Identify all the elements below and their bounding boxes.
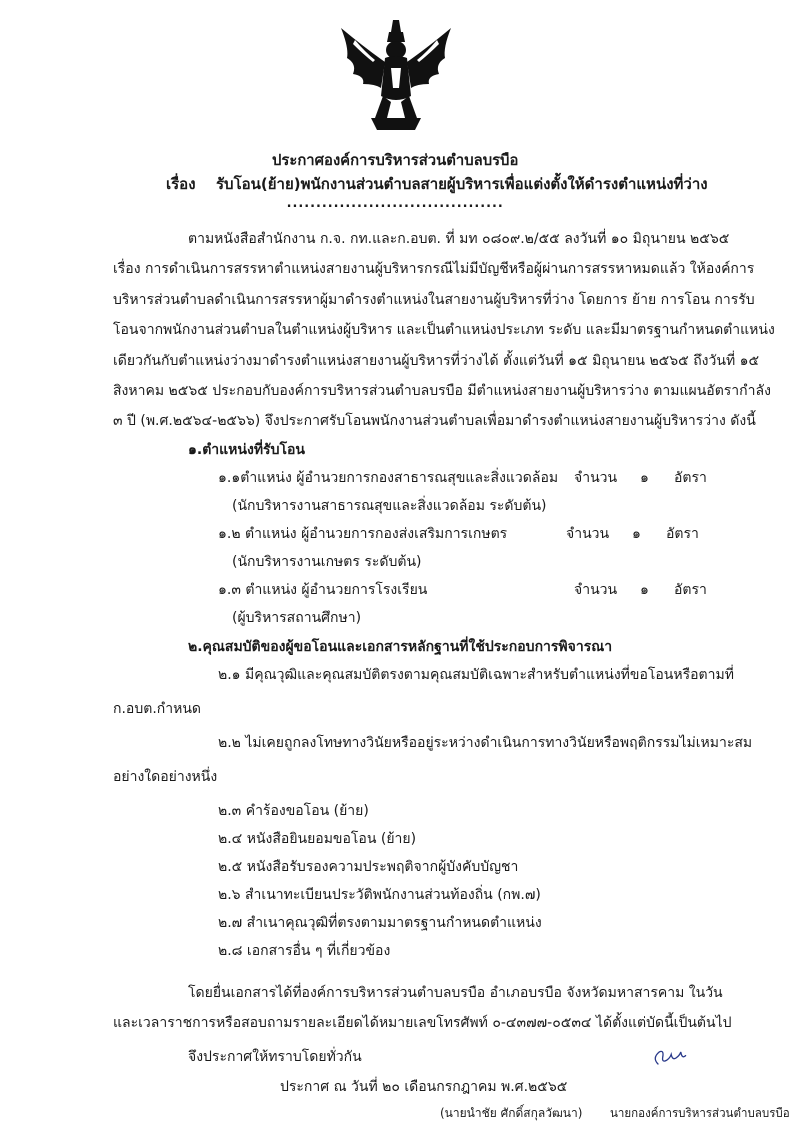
position-1-title: ๑.๑ตำแหน่ง ผู้อำนวยการกองสาธารณสุขและสิ่งแวดล้อม (218, 470, 559, 486)
announce-text: จึงประกาศให้ทราบโดยทั่วกัน (188, 1049, 362, 1065)
document-item-6: ๒.๖ สำเนาทะเบียนประวัติพนักงานส่วนท้องถิ่น (กพ.๗) (218, 887, 541, 903)
position-1-sub: (นักบริหารงานสาธารณสุขและสิ่งแวดล้อม ระดับต้น) (232, 498, 547, 514)
section2-heading: ๒.คุณสมบัติของผู้ขอโอนและเอกสารหลักฐานที่ใช้ประกอบการพิจารณา (188, 639, 613, 655)
intro-line-1: ตามหนังสือสำนักงาน ก.จ. กท.และก.อบต. ที่ มท ๐๘๐๙.๒/๕๕ ลงวันที่ ๑๐ มิถุนายน ๒๕๖๕ (188, 231, 730, 247)
position-1-count: ๑ (640, 470, 649, 486)
position-1-unit: อัตรา (674, 470, 707, 486)
intro-line-3: บริหารส่วนตำบลดำเนินการสรรหาผู้มาดำรงตำแหน่งในสายงานผู้บริหารที่ว่าง โดยการ ย้าย การโอน การรับ (113, 292, 755, 308)
qualification-item-2-cont: อย่างใดอย่างหนึ่ง (113, 769, 218, 785)
signer-position: นายกองค์การบริหารส่วนตำบลบรบือ (610, 1106, 790, 1120)
section1-heading: ๑.ตำแหน่งที่รับโอน (188, 442, 305, 458)
signer-name: (นายนำชัย ศักดิ์สกุลวัฒนา) (440, 1106, 583, 1120)
intro-line-7: ๓ ปี (พ.ศ.๒๕๖๔-๒๕๖๖) จึงประกาศรับโอนพนักงานส่วนตำบลเพื่อมาดำรงตำแหน่งสายงานผู้บริหารว่าง ดังนี้ (113, 413, 756, 429)
position-3-title: ๑.๓ ตำแหน่ง ผู้อำนวยการโรงเรียน (218, 582, 428, 598)
qualification-item-1-cont: ก.อบต.กำหนด (113, 701, 201, 717)
qualification-item-2: ๒.๒ ไม่เคยถูกลงโทษทางวินัยหรืออยู่ระหว่างดำเนินการทางวินัยหรือพฤติกรรมไม่เหมาะสม (218, 735, 753, 751)
closing-line-1: โดยยื่นเอกสารได้ที่องค์การบริหารส่วนตำบลบรบือ อำเภอบรบือ จังหวัดมหาสารคาม ในวัน (188, 985, 723, 1001)
position-2-unit: อัตรา (666, 526, 699, 542)
title-divider: ..................................... (286, 196, 504, 211)
position-3-count-label: จำนวน (574, 582, 618, 598)
position-3-count: ๑ (640, 582, 649, 598)
subject-line (166, 172, 708, 196)
subject-label: เรื่อง (166, 175, 196, 193)
document-item-5: ๒.๕ หนังสือรับรองความประพฤติจากผู้บังคับบัญชา (218, 859, 519, 875)
intro-line-2: เรื่อง การดำเนินการสรรหาตำแหน่งสายงานผู้บริหารกรณีไม่มีบัญชีหรือผู้ผ่านการสรรหาหมดแล้ว ให้องค์การ (113, 261, 755, 277)
document-item-8: ๒.๘ เอกสารอื่น ๆ ที่เกี่ยวข้อง (218, 943, 391, 959)
intro-line-5: เดียวกันกับตำแหน่งว่างมาดำรงตำแหน่งสายงานผู้บริหารที่ว่างได้ ตั้งแต่วันที่ ๑๕ มิถุนายน ๒๕๖๕ ถึงวันที่ ๑๕ (113, 353, 760, 369)
position-3-unit: อัตรา (674, 582, 707, 598)
subject-text: รับโอน(ย้าย)พนักงานส่วนตำบลสายผู้บริหารเพื่อแต่งตั้งให้ดำรงตำแหน่งที่ว่าง (216, 175, 708, 193)
position-2-title: ๑.๒ ตำแหน่ง ผู้อำนวยการกองส่งเสริมการเกษตร (218, 526, 508, 542)
position-2-count-label: จำนวน (566, 526, 610, 542)
position-1-count-label: จำนวน (574, 470, 618, 486)
position-3-sub: (ผู้บริหารสถานศึกษา) (232, 610, 362, 626)
document-item-7: ๒.๗ สำเนาคุณวุฒิที่ตรงตามมาตรฐานกำหนดตำแหน่ง (218, 915, 542, 931)
garuda-emblem-icon (335, 18, 457, 134)
document-item-4: ๒.๔ หนังสือยินยอมขอโอน (ย้าย) (218, 831, 417, 847)
org-title: ประกาศองค์การบริหารส่วนตำบลบรบือ (272, 151, 519, 169)
qualification-item-1: ๒.๑ มีคุณวุฒิและคุณสมบัติตรงตามคุณสมบัติเฉพาะสำหรับตำแหน่งที่ขอโอนหรือตามที่ (218, 667, 734, 683)
intro-line-4: โอนจากพนักงานส่วนตำบลในตำแหน่งผู้บริหาร และเป็นตำแหน่งประเภท ระดับ และมีมาตรฐานกำหนดตำแหน่ง (113, 322, 775, 338)
position-2-count: ๑ (632, 526, 641, 542)
handwritten-signature-icon (640, 1040, 700, 1076)
document-item-3: ๒.๓ คำร้องขอโอน (ย้าย) (218, 803, 369, 819)
intro-line-6: สิงหาคม ๒๕๖๕ ประกอบกับองค์การบริหารส่วนตำบลบรบือ มีตำแหน่งสายงานผู้บริหารว่าง ตามแผนอัตรากำลัง (113, 383, 771, 399)
closing-line-2: และเวลาราชการหรือสอบถามรายละเอียดได้หมายเลขโทรศัพท์ ๐-๔๓๗๗-๐๕๓๔ ได้ตั้งแต่บัดนี้เป็นต้นไป (113, 1015, 732, 1031)
announce-date: ประกาศ ณ วันที่ ๒๐ เดือนกรกฎาคม พ.ศ.๒๕๖๕ (280, 1079, 568, 1095)
position-2-sub: (นักบริหารงานเกษตร ระดับต้น) (232, 554, 422, 570)
